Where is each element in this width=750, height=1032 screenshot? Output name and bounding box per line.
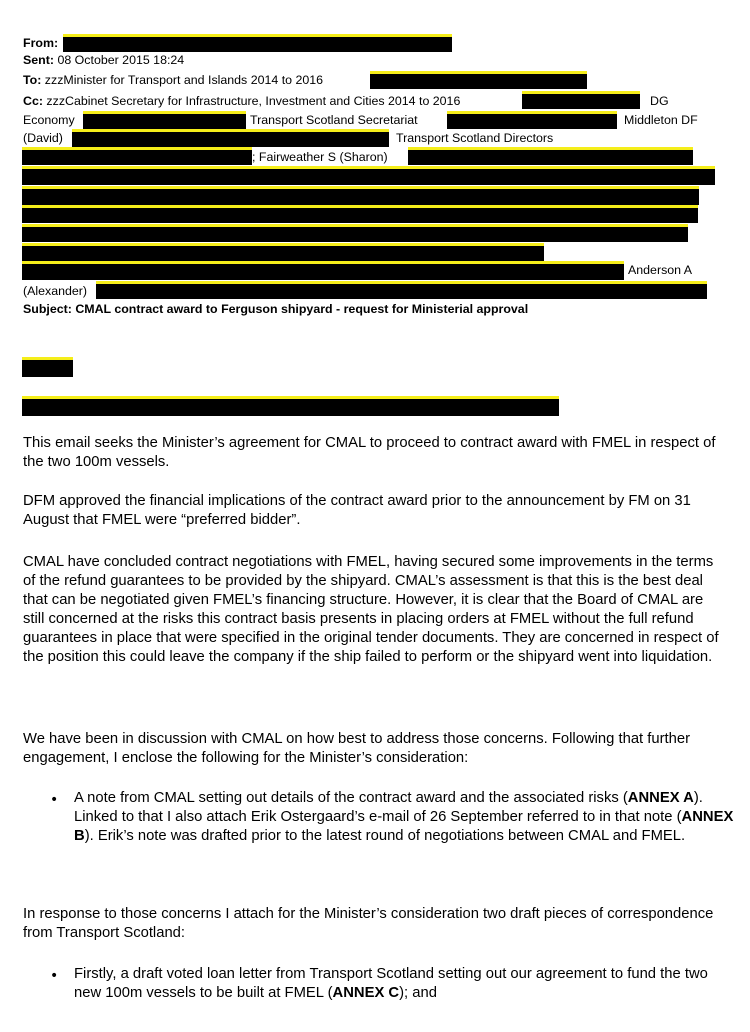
to-value: zzzMinister for Transport and Islands 2014 to 2016 <box>44 73 324 87</box>
redaction-bar <box>22 224 688 242</box>
paragraph: In response to those concerns I attach for the Minister’s consideration two draft pieces of correspondence from Transport Scotland: <box>23 906 714 941</box>
redaction-bar <box>72 129 389 147</box>
cc-ts-secretariat: Transport Scotland Secretariat <box>250 113 418 127</box>
cc-label: Cc: <box>23 94 43 108</box>
from-label: From: <box>23 36 59 50</box>
redaction-bar <box>83 111 246 129</box>
list-item: A note from CMAL setting out details of the contract award and the associated risks (ANNEX A). Linked to that I also attach Erik Ostergaard’s e-mail of 26 September referred to in that note (ANNEX B). Erik’s note was drafted prior to the latest round of negotiations between CMAL and FMEL. <box>74 790 734 844</box>
redaction-bar <box>22 357 73 377</box>
redaction-bar <box>63 34 452 52</box>
redaction-bar <box>447 111 617 129</box>
cc-value: zzzCabinet Secretary for Infrastructure, Investment and Cities 2014 to 2016 <box>46 94 461 108</box>
cc-ts-directors: Transport Scotland Directors <box>396 131 554 145</box>
to-label: To: <box>23 73 42 87</box>
sent-label: Sent: <box>23 53 54 67</box>
subject-label: Subject: <box>23 302 72 316</box>
paragraph: CMAL have concluded contract negotiations with FMEL, having secured some improvements in the terms of the refund guarantees to be provided by the shipyard. CMAL’s assessment is that this is the best deal that can be negotiated given FMEL’s financing structure. However, it is clear that the Board of CMAL are still concerned at the risks this contract basis presents in placing orders at FMEL without the full refund guarantees in place that were specified in the original tender documents. They are concerned in respect of the position this could leave the company if the ship failed to perform or the shipyard went into liquidation. <box>23 554 719 665</box>
redaction-bar <box>22 396 559 416</box>
annex-b-ref: ANNEX B <box>74 809 734 844</box>
cc-dg: DG <box>650 94 669 108</box>
cc-david: (David) <box>23 131 63 145</box>
subject-line <box>23 301 528 318</box>
cc-fairweather: ; Fairweather S (Sharon) <box>252 150 388 164</box>
redaction-bar <box>96 281 707 299</box>
from-line <box>23 35 58 52</box>
redaction-bar <box>22 166 715 185</box>
cc-anderson: Anderson A <box>628 263 693 277</box>
redaction-bar <box>408 147 693 165</box>
annex-a-ref: ANNEX A <box>627 790 694 806</box>
paragraph: We have been in discussion with CMAL on how best to address those concerns. Following that further engagement, I enclose the following for the Minister’s consideration: <box>23 731 691 766</box>
cc-economy: Economy <box>23 113 75 127</box>
sent-line <box>23 52 184 69</box>
bullet-marker: • <box>50 792 59 808</box>
cc-middleton: Middleton DF <box>624 113 698 127</box>
paragraph: This email seeks the Minister’s agreement for CMAL to proceed to contract award with FMEL in respect of the two 100m vessels. <box>23 435 716 470</box>
redaction-bar <box>22 243 544 261</box>
paragraph: DFM approved the financial implications of the contract award prior to the announcement by FM on 31 August that FMEL were “preferred bidder”. <box>23 493 691 528</box>
redaction-bar <box>22 147 252 165</box>
sent-value: 08 October 2015 18:24 <box>57 53 185 67</box>
cc-alexander: (Alexander) <box>23 284 88 298</box>
bullet-marker: • <box>50 968 59 984</box>
annex-c-ref: ANNEX C <box>332 985 400 1001</box>
redaction-bar <box>522 91 640 109</box>
subject-value: CMAL contract award to Ferguson shipyard - request for Ministerial approval <box>75 302 529 316</box>
cc-line <box>23 93 460 110</box>
redaction-bar <box>370 71 587 89</box>
redaction-bar <box>22 261 624 280</box>
redaction-bar <box>22 205 698 223</box>
list-item: Firstly, a draft voted loan letter from Transport Scotland setting out our agreement to fund the two new 100m vessels to be built at FMEL (ANNEX C); and <box>74 966 708 1001</box>
to-line <box>23 72 323 89</box>
redaction-bar <box>22 186 699 205</box>
